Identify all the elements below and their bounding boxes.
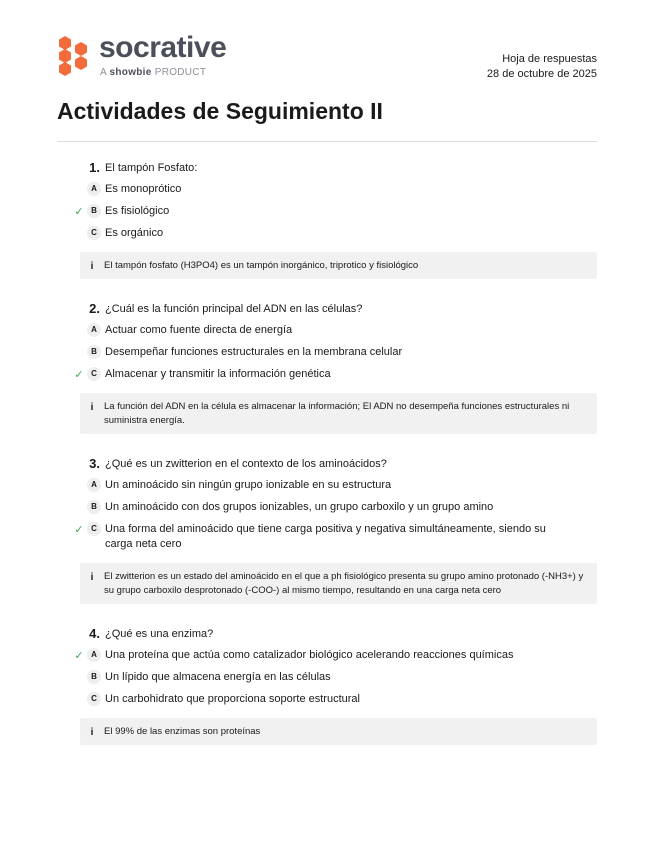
option-letter: C (87, 522, 101, 536)
option-text: Un aminoácido sin ningún grupo ionizable en su estructura (105, 479, 392, 491)
check-icon: ✓ (74, 523, 84, 536)
question-list (57, 155, 597, 762)
document-date: 28 de octubre de 2025 (486, 68, 597, 80)
option-marker (57, 647, 105, 663)
option-marker (57, 366, 105, 382)
question-number: 3. (89, 456, 100, 471)
answer-option (57, 669, 597, 685)
question-block (57, 621, 597, 745)
option-marker (57, 322, 105, 338)
option-marker (57, 477, 105, 493)
explanation-text: La función del ADN en la célula es almacenar la información; El ADN no desempeña funciones estructurales ni suministra energía. (104, 401, 570, 426)
option-marker (57, 691, 105, 707)
option-letter: A (87, 323, 101, 337)
option-text: Una forma del aminoácido que tiene carga positiva y negativa simultáneamente, siendo su carga neta cero (105, 523, 546, 550)
document-meta (487, 52, 597, 82)
option-marker (57, 521, 105, 537)
option-letter: C (87, 367, 101, 381)
brand-subtitle: A showbie PRODUCT (100, 67, 207, 78)
explanation-box (80, 393, 597, 434)
info-icon: i (90, 572, 94, 583)
question-number: 4. (89, 626, 100, 641)
option-text: Una proteína que actúa como catalizador biológico acelerando reacciones químicas (105, 649, 514, 661)
logo-hexagon-icon (57, 36, 91, 76)
answer-option (57, 203, 597, 219)
option-text: Es orgánico (105, 227, 164, 239)
answer-option (57, 322, 597, 338)
option-text: Almacenar y transmitir la información genética (105, 368, 331, 380)
question-text: ¿Cuál es la función principal del ADN en las células? (105, 303, 363, 315)
answer-option (57, 225, 597, 241)
option-marker (57, 203, 105, 219)
check-icon: ✓ (74, 368, 84, 381)
question-header (57, 296, 597, 322)
question-header (57, 155, 597, 181)
page-title: Actividades de Seguimiento II (57, 98, 383, 124)
question-number: 1. (89, 160, 100, 175)
option-text: Un aminoácido con dos grupos ionizables, un grupo carboxilo y un grupo amino (105, 501, 494, 513)
explanation-box (80, 718, 597, 745)
option-letter: B (87, 204, 101, 218)
question-number: 2. (89, 301, 100, 316)
option-letter: A (87, 182, 101, 196)
question-block (57, 296, 597, 434)
option-text: Actuar como fuente directa de energía (105, 324, 293, 336)
title-divider (57, 141, 597, 142)
option-text: Un lípido que almacena energía en las células (105, 671, 331, 683)
explanation-text: El tampón fosfato (H3PO4) es un tampón inorgánico, triprotico y fisiológico (104, 260, 419, 271)
option-text: Un carbohidrato que proporciona soporte estructural (105, 693, 360, 705)
option-letter: C (87, 226, 101, 240)
option-marker (57, 669, 105, 685)
explanation-text: El zwitterion es un estado del aminoácido en el que a ph fisiológico presenta su grupo amino protonado (-NH3+) y su grupo carboxilo desprotonado (-COO-) al mismo tiempo, resultando en una carga neta cero (104, 571, 584, 596)
page-header (57, 31, 597, 84)
explanation-text: El 99% de las enzimas son proteínas (104, 726, 261, 737)
option-letter: B (87, 345, 101, 359)
option-letter: B (87, 670, 101, 684)
option-text: Es fisiológico (105, 205, 170, 217)
info-icon: i (90, 727, 94, 738)
brand-name: socrative (99, 31, 227, 64)
check-icon: ✓ (74, 205, 84, 218)
question-text: ¿Qué es un zwitterion en el contexto de los aminoácidos? (105, 458, 387, 470)
question-header (57, 451, 597, 477)
answer-option (57, 366, 597, 382)
answer-option (57, 647, 597, 663)
info-icon: i (90, 261, 94, 272)
option-text: Es monoprótico (105, 183, 182, 195)
document-type: Hoja de respuestas (502, 53, 597, 65)
question-block (57, 155, 597, 279)
option-letter: C (87, 692, 101, 706)
answer-option (57, 521, 597, 552)
option-marker (57, 344, 105, 360)
answer-option (57, 691, 597, 707)
explanation-box (80, 563, 597, 604)
answer-option (57, 181, 597, 197)
option-marker (57, 181, 105, 197)
question-text: El tampón Fosfato: (105, 162, 198, 174)
info-icon: i (90, 402, 94, 413)
option-letter: A (87, 648, 101, 662)
socrative-logo (57, 31, 257, 82)
option-marker (57, 225, 105, 241)
question-header (57, 621, 597, 647)
question-block (57, 451, 597, 604)
check-icon: ✓ (74, 649, 84, 662)
option-letter: A (87, 478, 101, 492)
answer-option (57, 499, 597, 515)
answer-option (57, 344, 597, 360)
option-text: Desempeñar funciones estructurales en la membrana celular (105, 346, 403, 358)
explanation-box (80, 252, 597, 279)
answer-option (57, 477, 597, 493)
question-text: ¿Qué es una enzima? (105, 628, 214, 640)
option-letter: B (87, 500, 101, 514)
option-marker (57, 499, 105, 515)
